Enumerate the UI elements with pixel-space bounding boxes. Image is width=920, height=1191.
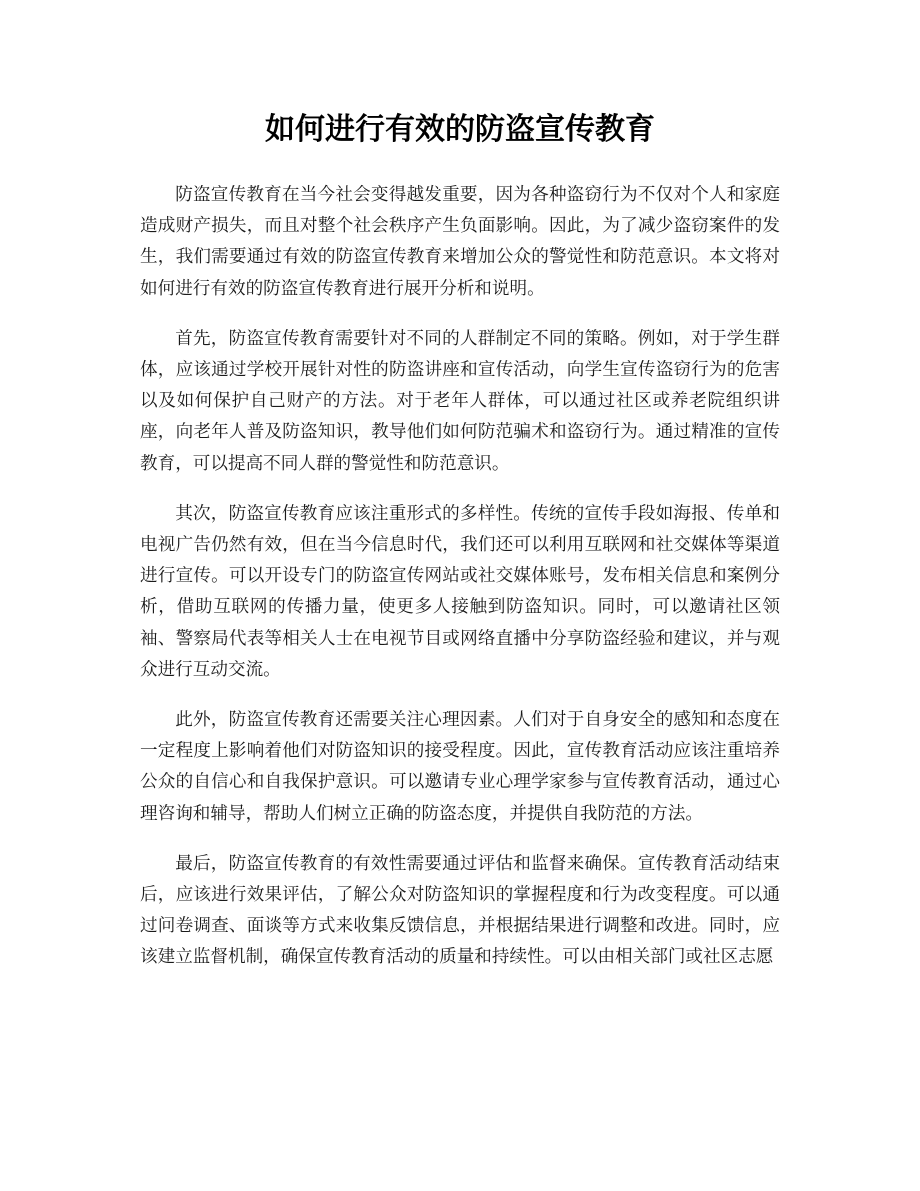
- document-body: [140, 180, 780, 993]
- document-title: 如何进行有效的防盗宣传教育: [265, 112, 655, 147]
- paragraph-evaluation: 最后，防盗宣传教育的有效性需要通过评估和监督来确保。宣传教育活动结束后，应该进行效果评估，了解公众对防盗知识的掌握程度和行为改变程度。可以通过问卷调查、面谈等方式来收集反馈信息，并根据结果进行调整和改进。同时，应该建立监督机制，确保宣传教育活动的质量和持续性。可以由相关部门或社区志愿: [140, 853, 780, 968]
- paragraph-diverse-forms: 其次，防盗宣传教育应该注重形式的多样性。传统的宣传手段如海报、传单和电视广告仍然有效，但在当今信息时代，我们还可以利用互联网和社交媒体等渠道进行宣传。可以开设专门的防盗宣传网站或社交媒体账号，发布相关信息和案例分析，借助互联网的传播力量，使更多人接触到防盗知识。同时，可以邀请社区领袖、警察局代表等相关人士在电视节目或网络直播中分享防盗经验和建议，并与观众进行互动交流。: [140, 503, 780, 680]
- paragraph-psychology: 此外，防盗宣传教育还需要关注心理因素。人们对于自身安全的感知和态度在一定程度上影响着他们对防盗知识的接受程度。因此，宣传教育活动应该注重培养公众的自信心和自我保护意识。可以邀请专业心理学家参与宣传教育活动，通过心理咨询和辅导，帮助人们树立正确的防盗态度，并提供自我防范的方法。: [140, 710, 780, 824]
- paragraph-target-groups: 首先，防盗宣传教育需要针对不同的人群制定不同的策略。例如，对于学生群体，应该通过学校开展针对性的防盗讲座和宣传活动，向学生宣传盗窃行为的危害以及如何保护自己财产的方法。对于老年人群体，可以通过社区或养老院组织讲座，向老年人普及防盗知识，教导他们如何防范骗术和盗窃行为。通过精准的宣传教育，可以提高不同人群的警觉性和防范意识。: [140, 328, 780, 474]
- paragraph-intro: 防盗宣传教育在当今社会变得越发重要，因为各种盗窃行为不仅对个人和家庭造成财产损失，而且对整个社会秩序产生负面影响。因此，为了减少盗窃案件的发生，我们需要通过有效的防盗宣传教育来增加公众的警觉性和防范意识。本文将对如何进行有效的防盗宣传教育进行展开分析和说明。: [140, 185, 780, 299]
